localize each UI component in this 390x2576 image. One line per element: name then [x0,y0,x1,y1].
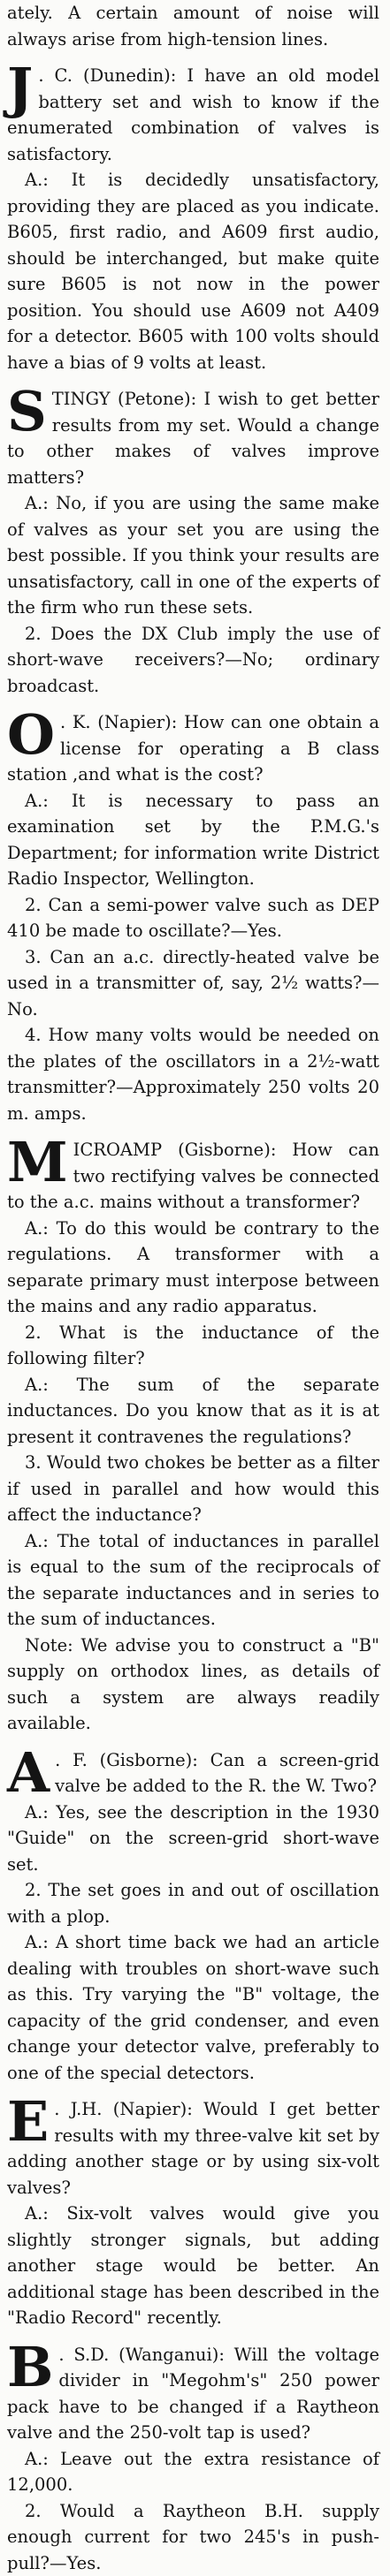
entry-question [7,386,379,490]
entry-paragraph: A.: It is necessary to pass an examination set by the P.M.G.'s Department; for information write District Radio Inspector, Wellington. [7,788,379,892]
qa-entry [7,63,379,375]
entry-paragraph: A.: Leave out the extra resistance of 12,000. [7,2446,379,2498]
qa-entry [7,709,379,1126]
entry-paragraph: A.: Six-volt valves would give you slightly stronger signals, but adding another stage would be better. An additional stage has been described in the "Radio Record" recently. [7,2201,379,2331]
entry-spacer [7,2086,379,2096]
entry-paragraph: A.: To do this would be contrary to the regulations. A transformer with a separate primary must interpose between the mains and any radio apparatus. [7,1216,379,1320]
entry-spacer [7,52,379,63]
entry-opening: . K. (Napier): How can one obtain a license for operating a B class station ,and what is the cost? [7,712,379,784]
entry-question [7,2342,379,2446]
entry-question [7,709,379,788]
drop-cap: A [7,1751,50,1795]
entry-paragraph: 4. How many volts would be needed on the plates of the oscillators in a 2½-watt transmitter?—Approximately 250 volts 20 m. amps. [7,1022,379,1126]
entry-paragraph: 2. Would a Raytheon B.H. supply enough current for two 245's in push-pull?—Yes. [7,2498,379,2576]
entry-opening: TINGY (Petone): I wish to get better results from my set. Would a change to other makes of valves improve matters? [7,389,379,488]
qa-entries [7,52,379,2576]
entry-paragraph: A.: A short time back we had an article dealing with troubles on short-wave such as this. Try varying the "B" voltage, the capacity of the grid condenser, and even change your detector valve, preferably to one of the special detectors. [7,1929,379,2086]
entry-spacer [7,1737,379,1747]
entry-paragraph: A.: The sum of the separate inductances. Do you know that as it is at present it contravenes the regulations? [7,1372,379,1451]
entry-question [7,1747,379,1799]
entry-opening: . S.D. (Wanganui): Will the voltage divider in "Megohm's" 250 power pack have to be changed if a Raytheon valve and the 250-volt tap is used? [7,2345,379,2443]
entry-spacer [7,699,379,709]
entry-paragraph: 2. What is the inductance of the following filter? [7,1320,379,1372]
entry-paragraph: A.: The total of inductances in parallel is equal to the sum of the reciprocals of the separate inductances and in series to the sum of inductances. [7,1528,379,1633]
entry-paragraph: 3. Can an a.c. directly-heated valve be used in a transmitter of, say, 2½ watts?—No. [7,944,379,1023]
qa-entry [7,2342,379,2576]
entry-paragraph: 2. Does the DX Club imply the use of short-wave receivers?—No; ordinary broadcast. [7,621,379,700]
drop-cap: E [7,2100,49,2144]
drop-cap: B [7,2345,53,2390]
entry-question [7,1137,379,1216]
entry-spacer [7,2331,379,2342]
entry-paragraph: A.: It is decidedly unsatisfactory, providing they are placed as you indicate. B605, first radio, and A609 first audio, should be interchanged, but make quite sure B605 is not now in the power position. You should use A609 not A409 for a detector. B605 with 100 volts should have a bias of 9 volts at least. [7,167,379,375]
entry-opening: ICROAMP (Gisborne): How can two rectifying valves be connected to the a.c. mains without a transformer? [7,1140,379,1212]
entry-paragraph: Note: We advise you to construct a "B" supply on orthodox lines, as details of such a system are always readily available. [7,1633,379,1737]
qa-entry [7,2096,379,2331]
entry-paragraph: A.: Yes, see the description in the 1930 "Guide" on the screen-grid short-wave set. [7,1799,379,1878]
entry-question [7,2096,379,2201]
entry-question [7,63,379,167]
entry-opening: . F. (Gisborne): Can a screen-grid valve be added to the R. the W. Two? [55,1750,379,1797]
entry-opening: . C. (Dunedin): I have an old model battery set and wish to know if the enumerated combination of valves is satisfactory. [7,65,379,164]
qa-entry [7,1137,379,1737]
drop-cap: S [7,390,47,434]
lead-text: ately. A certain amount of noise will always arise from high-tension lines. [7,0,379,52]
entry-paragraph: A.: No, if you are using the same make of valves as your set you are using the best possible. If you think your results are unsatisfactory, call in one of the experts of the firm who run these sets. [7,490,379,621]
entry-opening: . J.H. (Napier): Would I get better results with my three-valve kit set by adding another stage or by using six-volt valves? [7,2099,379,2198]
entry-paragraph: 2. The set goes in and out of oscillation with a plop. [7,1877,379,1929]
qa-entry [7,386,379,699]
drop-cap: J [7,66,33,110]
entry-spacer [7,375,379,386]
entry-paragraph: 2. Can a semi-power valve such as DEP 410 be made to oscillate?—Yes. [7,892,379,944]
drop-cap: O [7,713,55,757]
drop-cap: M [7,1140,68,1185]
qa-entry [7,1747,379,2087]
entry-paragraph: 3. Would two chokes be better as a filter if used in parallel and how would this affect the inductance? [7,1450,379,1528]
